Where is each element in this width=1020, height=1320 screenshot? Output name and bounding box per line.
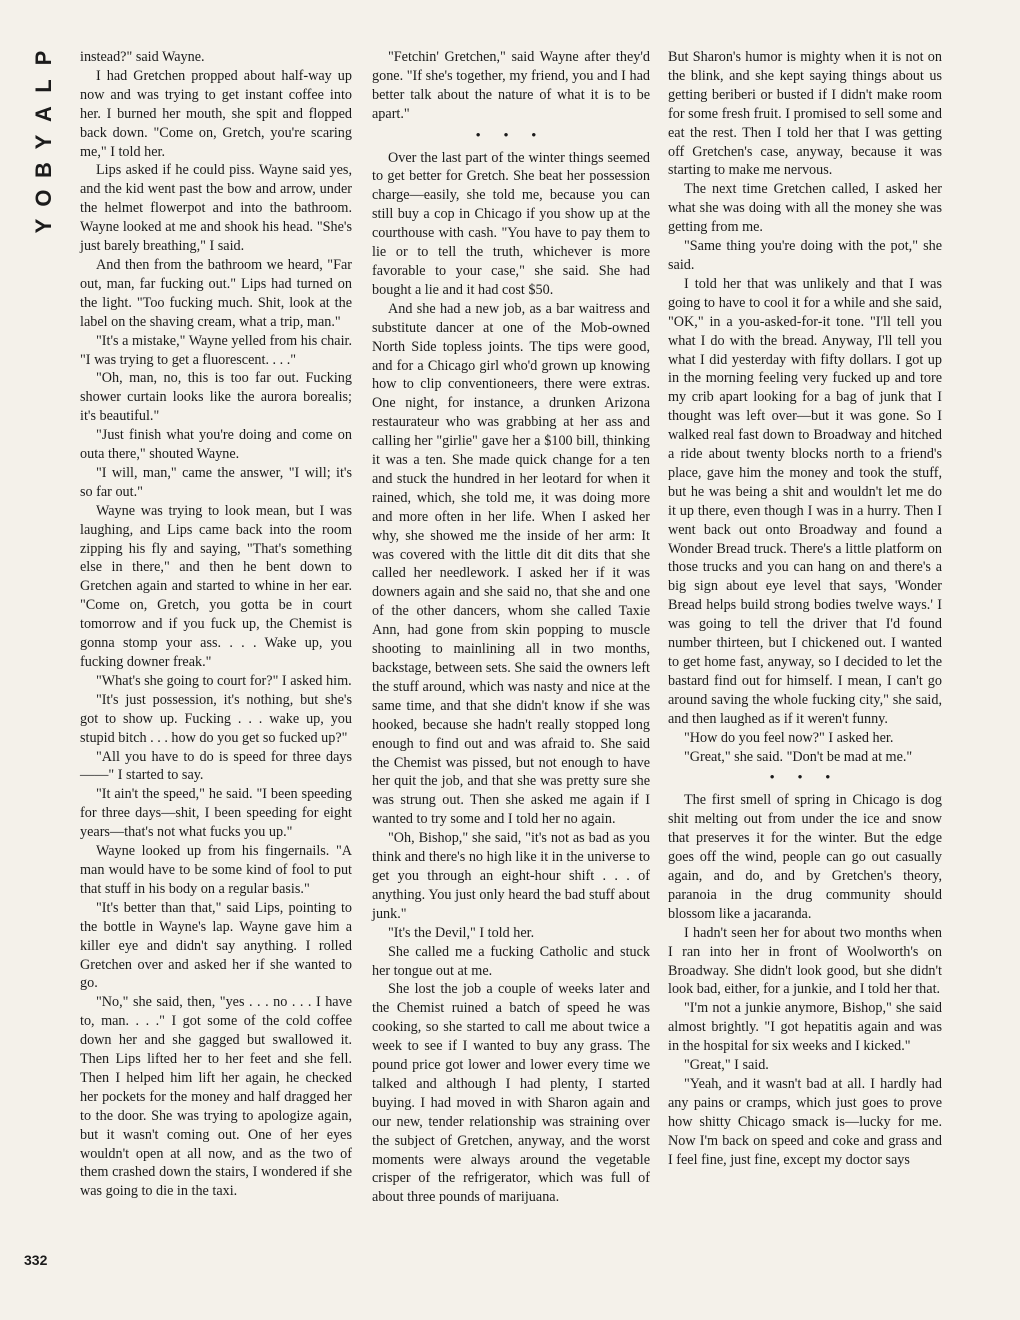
paragraph: instead?" said Wayne. bbox=[80, 49, 205, 65]
paragraph: I told her that was unlikely and that I was going to have to cool it for a while and she said, "OK," in a you-asked-for-it tone. "I'll tell you what I do with the bread. Anyway, I'll tell you what I did yesterday with fifty dollars. I got up in the morning feeling very fucked up and tore my crib apart looking for a bag of junk that I thought was left over—but it was gone. So I walked real fast down to Broadway and hitched a ride about twenty blocks north to a friend's place, gave him the money and took the stuff, but he was being a shit and wouldn't let me do it up there, even though I was in a hurry. Then I went back out onto Broadway and found a Wonder Bread truck. There's a little platform on those trucks and you can hang on and there's a big sign about eye level that says, 'Wonder Bread helps build strong bodies twelve ways.' I was going to tell the driver that I'd found number thirteen, but I chickened out. I wanted to get home fast, anyway, so I decided to let the bastard find out for himself. I mean, I can't go around saving the whole fucking city," she said, and then laughed as if it weren't funny. bbox=[668, 275, 942, 727]
paragraph: "No," she said, then, "yes . . . no . . . I have to, man. . . ." I got some of the cold coffee down her and she gagged but swallowed it. Then Lips lifted her to her feet and she fell. Then I helped him lift her again, he checked her pockets for the money and half dragged her to the door. She was trying to apologize again, but it wasn't coming out. One of her eyes wouldn't open at all now, and as the two of them crashed down the stairs, I wondered if she was going to die in the taxi. bbox=[80, 994, 352, 1200]
paragraph: "What's she going to court for?" I asked him. bbox=[96, 672, 352, 689]
paragraph: Over the last part of the winter things seemed to get better for Gretch. She beat her possession charge—easily, she told me, because you can still buy a cop in Chicago if you show up at the courthouse with cash. "You have to pay them to lie or to tell the truth, whichever is more favorable to your case," she said. She had bought a lie and it had cost $50. bbox=[372, 149, 650, 298]
paragraph: The first smell of spring in Chicago is dog shit melting out from under the ice and snow that preserves it for the winter. But the edge goes off the wind, people can go out casually again, and do, and by Gretchen's theory, paranoia in the drug community should blossom like a jacaranda. bbox=[668, 792, 942, 922]
paragraph: "It's the Devil," I told her. bbox=[388, 924, 535, 941]
title-letter: Y bbox=[31, 218, 56, 234]
text-column-2 bbox=[372, 48, 650, 1207]
paragraph: "Same thing you're doing with the pot," she said. bbox=[668, 238, 942, 273]
paragraph: And she had a new job, as a bar waitress and substitute dancer at one of the Mob-owned North Side topless joints. The tips were good, and for a Chicago girl who'd grown up knowing how to clip conventioneers, there were extras. One night, for instance, a drunken Arizona restaurateur who was grabbing at her ass and calling her "girlie" gave her a $100 bill, thinking it was a ten. She made quick change for a ten and stuck the hundred in her leotard for when it rained, which, she told me, it was doing more and more often in her life. When I asked her why, she showed me the inside of her arm: It was covered with the little dit dit dits that she called her needlework. I asked her if it was downers again and she said no, that she and one of the other dancers, whom she called Taxie Ann, had gone from skin popping to muscle shooting to mainlining all in two months, backstage, between sets. She said the owners left the stuff around, which was nasty and nice at the same time, and that she didn't know if she was hooked, because she hadn't really stopped long enough to find out and was afraid to. She said the Chemist was pissed, but not enough to have her quit the job, and that she was pretty sure she was strung out. Then she asked me again if I wanted to try some and I told her no again. bbox=[372, 300, 650, 828]
title-letter: B bbox=[31, 162, 56, 178]
paragraph: "Oh, man, no, this is too far out. Fucking shower curtain looks like the aurora borealis; it's beautiful." bbox=[80, 370, 352, 425]
paragraph: And then from the bathroom we heard, "Far out, man, far fucking out." Lips had turned on the light. "Too fucking much. Shit, look at the label on the shaving cream, what a trip, man." bbox=[80, 256, 352, 330]
paragraph: She lost the job a couple of weeks later and the Chemist ruined a batch of speed he was cooking, so she started to call me about twice a week to see if I wanted to buy any grass. The pound price got lower and lower every time we talked and although I had plenty, I started buying. I had moved in with Sharon again and our new, tender relationship was straining over the subject of Gretchen, anyway, and the worst moments were always around the vegetable crisper of the refrigerator, which was full of about three pounds of marijuana. bbox=[372, 981, 650, 1206]
paragraph: "Fetchin' Gretchen," said Wayne after they'd gone. "If she's together, my friend, you and I had better talk about the nature of what it is to be apart." bbox=[372, 49, 650, 122]
paragraph: The next time Gretchen called, I asked her what she was doing with all the money she was getting from me. bbox=[668, 181, 942, 236]
magazine-vertical-title bbox=[30, 44, 58, 240]
paragraph: "How do you feel now?" I asked her. bbox=[684, 729, 894, 746]
paragraph: Wayne looked up from his fingernails. "A man would have to be some kind of fool to put that stuff in his body on a regular basis." bbox=[80, 843, 352, 897]
paragraph: I had Gretchen propped about half-way up now and was trying to get instant coffee into her. I burned her mouth, she spit and flopped back down. "Come on, Gretch, you're scaring me," I told her. bbox=[80, 67, 352, 160]
paragraph: "It's a mistake," Wayne yelled from his chair. "I was trying to get a fluorescent. . . ." bbox=[80, 332, 352, 368]
paragraph: "Oh, Bishop," she said, "it's not as bad as you think and there's no high like it in the universe to get you through an eight-hour shift . . . of anything. You just only heard the bad stuff about junk." bbox=[372, 830, 650, 922]
paragraph: "Yeah, and it wasn't bad at all. I hardly had any pains or cramps, which just goes to prove how shitty Chicago smack is—lucky for me. Now I'm back on speed and coke and grass and I feel fine, just fine, except my doctor says bbox=[668, 1075, 942, 1168]
title-letter: L bbox=[31, 79, 56, 93]
paragraph: Wayne was trying to look mean, but I was laughing, and Lips came back into the room zipping his fly and saying, "That's something else in there," and then he bent down to Gretchen again and started to whine in her ear. "Come on, Gretch, you gotta be in court tomorrow and if you fuck up, the Chemist is gonna stomp your ass. . . . Wake up, you fucking downer freak." bbox=[80, 502, 352, 670]
paragraph: "Just finish what you're doing and come on outa there," shouted Wayne. bbox=[80, 427, 352, 463]
text-column-1 bbox=[80, 48, 352, 1201]
paragraph: "All you have to do is speed for three days——" I started to say. bbox=[80, 748, 352, 784]
section-break: • • • bbox=[769, 769, 841, 785]
paragraph: "I will, man," came the answer, "I will; it's so far out." bbox=[80, 464, 352, 500]
title-letter: Y bbox=[31, 134, 56, 150]
paragraph: But Sharon's humor is mighty when it is not on the blink, and she kept saying things about us getting beriberi or busted if I didn't make room for some fresh fruit. I promised to sell some and eat the rest. Then I told her that I was getting off Gretchen's case, anyway, because it was starting to make me nervous. bbox=[668, 49, 942, 179]
paragraph: She called me a fucking Catholic and stuck her tongue out at me. bbox=[372, 943, 650, 979]
paragraph: "It ain't the speed," he said. "I been speeding for three days—shit, I been speeding for eight years—that's not what fucks you up." bbox=[80, 786, 352, 841]
paragraph: "It's better than that," said Lips, pointing to the bottle in Wayne's lap. Wayne gave him a killer eye and didn't say anything. I rolled Gretchen over and asked her if she wanted to go. bbox=[80, 899, 352, 992]
title-letter: O bbox=[31, 189, 56, 207]
page-number: 332 bbox=[24, 1252, 48, 1268]
paragraph: I hadn't seen her for about two months when I ran into her in front of Woolworth's on Broadway. She didn't look good, but she didn't look bad, either, for a junkie, and I told her that. bbox=[668, 924, 942, 998]
paragraph: Lips asked if he could piss. Wayne said yes, and the kid went past the bow and arrow, under the helmet flowerpot and into the bathroom. Wayne looked at me and shook his head. "She's just barely breathing," I said. bbox=[80, 162, 352, 255]
paragraph: "I'm not a junkie anymore, Bishop," she said almost brightly. "I got hepatitis again and was in the hospital for six weeks and I kicked." bbox=[668, 1000, 942, 1055]
paragraph: "It's just possession, it's nothing, but she's got to show up. Fucking . . . wake up, you stupid bitch . . . how do you get so fucked up?" bbox=[80, 691, 352, 746]
title-letter: A bbox=[31, 106, 56, 122]
text-column-3 bbox=[668, 48, 942, 1169]
paragraph: "Great," I said. bbox=[684, 1057, 769, 1074]
title-letter: P bbox=[31, 50, 56, 66]
paragraph: "Great," she said. "Don't be mad at me." bbox=[684, 748, 913, 765]
section-break: • • • bbox=[475, 126, 547, 142]
